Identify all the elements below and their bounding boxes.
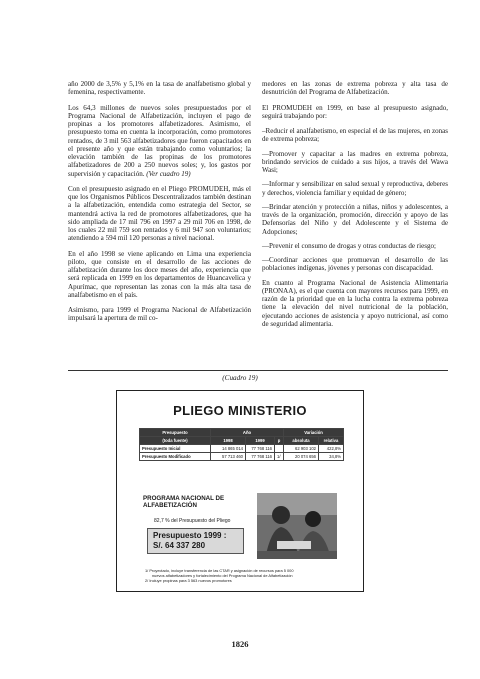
cell-1999: 77 768 116	[246, 453, 275, 461]
budget-percent: 82,7 % del Presupuesto del Pliego	[154, 518, 231, 524]
cell-1998: 14 865 014	[211, 445, 246, 453]
header-variacion: Variación	[284, 429, 344, 437]
objective-item: —Informar y sensibilizar en salud sexual y reproductiva, deberes y derechos, violencia familiar y equidad de género;	[262, 180, 448, 197]
left-column	[68, 80, 251, 330]
budget-table	[139, 428, 344, 461]
header-absoluta: absoluta	[284, 437, 319, 445]
objective-item: —Brindar atención y protección a niñas, niños y adolescentes, a través de la organización, promoción, dirección y apoyo de las Defensorías del Niño y del Adolescente y el Sistema de Adopciones;	[262, 202, 448, 236]
cell-mark: 1/	[275, 453, 284, 461]
right-paragraph-1: medores en las zonas de extrema pobreza y alta tasa de desnutrición del Programa de Alfabetización.	[262, 80, 448, 97]
header-fuente: (toda fuente)	[140, 437, 211, 445]
right-paragraph-pronaa: En cuanto al Programa Nacional de Asistencia Alimentaria (PRONAA), es el que cuenta con mayores recursos para 1999, en razón de la prioridad que en la lucha contra la extrema pobreza tiene la elevación del nivel nutricional de la población, ejecutando acciones de asistencia y apoyo nutricional, así como de seguridad alimentaria.	[262, 278, 448, 328]
literacy-class-photo	[257, 493, 337, 559]
table-row	[140, 453, 344, 461]
objective-item: —Coordinar acciones que promuevan el desarrollo de las poblaciones indígenas, jóvenes y personas con discapacidad.	[262, 256, 448, 273]
table-caption: (Cuadro 19)	[222, 374, 258, 382]
table-row	[140, 445, 344, 453]
budget-value: S/. 64 337 280	[153, 541, 206, 550]
footnote-2: 2/ Incluye propinas para 3 563 nuevos promotores	[145, 578, 232, 583]
header-1999: 1999	[246, 437, 275, 445]
header-ano: Año	[211, 429, 284, 437]
cell-1998: 57 713 460	[211, 453, 246, 461]
program-title	[143, 495, 253, 509]
right-paragraph-2: El PROMUDEH en 1999, en base al presupuesto asignado, seguirá trabajando por:	[262, 103, 448, 120]
cell-1999: 77 768 116	[246, 445, 275, 453]
cell-mark	[275, 445, 284, 453]
left-paragraph-4: En el año 1998 se viene aplicando en Lima una experiencia piloto, que consiste en el desarrollo de las acciones de alfabetización durante los doce meses del año, experiencia que será replicada en 1999 en los departamentos de Huancavelica y Apurímac, que representan las zonas con la más alta tasa de analfabetismo en el país.	[68, 249, 251, 299]
objective-item: —Promover y capacitar a las madres en extrema pobreza, brindando servicios de cuidado a sus hijos, a través del Wawa Wasi;	[262, 149, 448, 174]
cuadro-reference: (Ver cuadro 19)	[146, 169, 191, 178]
cell-relativa: 422,8%	[319, 445, 344, 453]
box-title: PLIEGO MINISTERIO	[173, 403, 307, 418]
program-title-line-2: ALFABETIZACIÓN	[143, 502, 197, 510]
objective-item: –Reducir el analfabetismo, en especial el de las mujeres, en zonas de extrema pobreza;	[262, 127, 448, 144]
objective-item: —Prevenir el consumo de drogas y otras conductas de riesgo;	[262, 241, 436, 250]
left-paragraph-2-text: Los 64,3 millones de nuevos soles presupuestados por el Programa Nacional de Alfabetización, incluyen el pago de propinas a los promotores alfabetizadores. Asimismo, el presupuesto toma en cuenta la incorporación, como promotores rentados, de 3 mil 563 alfabetizadores que fueron capacitados en el presente año y que están trabajando como voluntarios; la elevación también de las propinas de los promotores alfabetizadores de 200 a 250 nuevos soles; y, los gastos por supervisión y capacitación.	[68, 103, 251, 178]
page-number: 1826	[231, 639, 249, 649]
footnote-1-line-2: nuevos alfabetizadores y fortalecimiento del Programa Nacional de Alfabetización	[152, 572, 293, 578]
table-header-row	[140, 429, 344, 437]
footnote-1-line-1: 1/ Proyectado, incluye transferencia de las CTAR y asignación de recursos para 5 000	[145, 568, 294, 573]
left-paragraph-2	[68, 104, 251, 178]
divider-rule	[68, 370, 448, 371]
pliego-ministerio-box	[116, 390, 364, 592]
cell-relativa: 34,8%	[319, 453, 344, 461]
header-p: p	[275, 437, 284, 445]
left-paragraph-5: Asimismo, para 1999 el Programa Nacional de Alfabetización impulsará la apertura de mil co-	[68, 306, 251, 323]
budget-label: Presupuesto 1999 :	[153, 531, 227, 540]
header-relativa: relativa	[319, 437, 344, 445]
header-presupuesto: Presupuesto	[140, 429, 211, 437]
program-title-line-1: PROGRAMA NACIONAL DE	[143, 495, 225, 502]
row-label: Presupuesto Inicial	[140, 445, 211, 453]
left-paragraph-3: Con el presupuesto asignado en el Pliego PROMUDEH, más el que los Organismos Públicos Descentralizados también destinan a la alfabetización, entendida como estrategia del Sector, se mantendrá activa la red de promotores alfabetizadores, que ha sido ampliada de 17 mil 796 en 1997 a 29 mil 706 en 1998, de los cuales 22 mil 759 son rentados y 6 mil 947 son voluntarios; atendiendo a 594 mil 120 personas a nivel nacional.	[68, 184, 251, 243]
table-subheader-row	[140, 437, 344, 445]
right-column	[262, 80, 448, 335]
cell-absoluta: 62 903 102	[284, 445, 319, 453]
cell-absoluta: 20 074 656	[284, 453, 319, 461]
header-1998: 1998	[211, 437, 246, 445]
budget-highlight	[147, 528, 244, 554]
row-label: Presupuesto Modificado	[140, 453, 211, 461]
left-paragraph-1: año 2000 de 3,5% y 5,1% en la tasa de analfabetismo global y femenina, respectivamente.	[68, 80, 251, 97]
